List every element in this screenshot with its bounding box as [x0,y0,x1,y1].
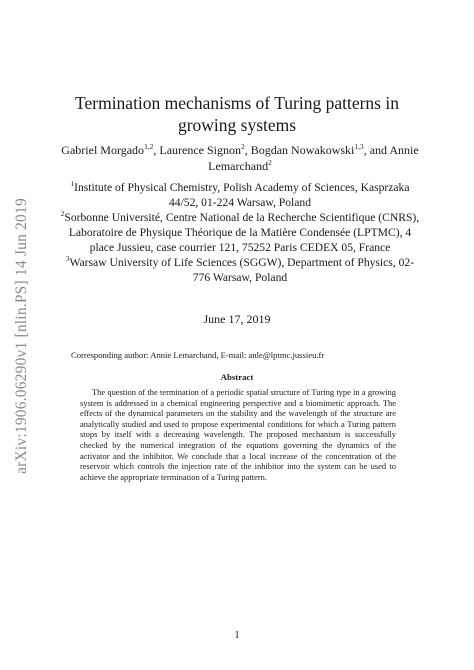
affiliation [60,180,420,210]
author-name: Bogdan Nowakowski [250,143,355,157]
affiliation [60,255,420,285]
author-name: Annie Lemarchand [208,143,419,173]
abstract-text: The question of the termination of a periodic spatial structure of Turing type in a growing system is addressed in a chemical engineering perspective and a biomimetic approach. The effects of the dynamical parameters on the stability and the wavelength of the structure are analytically studied and used to propose experimental conditions for which a Turing pattern stops by itself with a decreasing wavelength. The proposed mechanism is successfully checked by the numerical integration of the equations governing the dynamics of the activator and the inhibitor. We conclude that a local increase of the concentration of the reservoir which controls the injection rate of the inhibitor into the system can be used to achieve the appropriate termination of a Turing pattern. [80,387,396,482]
publication-date: June 17, 2019 [203,312,271,326]
page-number: 1 [234,630,240,641]
author-name: Gabriel Morgado [61,143,145,157]
corresponding-author: Corresponding author: Annie Lemarchand, E-mail: anle@lptmc.jussieu.fr [71,350,325,360]
affiliation-marker: 1 [70,180,75,189]
affiliation-marker: 2 [60,210,65,219]
affiliation-list [60,180,420,285]
paper-title: Termination mechanisms of Turing patterns in growing systems [75,93,399,135]
author-affiliation-marker: 1,3 [354,142,364,151]
arxiv-sidebar-stamp [8,186,36,486]
author-name: Laurence Signon [159,143,241,157]
abstract-heading: Abstract [220,372,254,382]
affiliation [60,210,420,255]
affiliation-text: Warsaw University of Life Sciences (SGGW), Department of Physics, 02-776 Warsaw, Poland [69,256,415,284]
affiliation-text: Sorbonne Université, Centre National de la Recherche Scientifique (CNRS), Laboratoire de Physique Théorique de la Matière Condensée (LPTMC), 4 place Jussieu, case courrier 121, 75252 Paris CEDEX 05, France [64,211,420,254]
arxiv-identifier: arXiv:1906.06290v1 [nlin.PS] 14 Jun 2019 [13,198,30,474]
author-affiliation-marker: 1,2 [144,142,154,151]
author-affiliation-marker: 2 [241,142,245,151]
author-affiliation-marker: 2 [268,158,272,167]
author-list: Gabriel Morgado$^{1,2}$, Laurence Signon$^2$, Bogdan Nowakowski$^{1,3}$, and Annie Lemarchand$^2$ [61,142,419,173]
affiliation-text: Institute of Physical Chemistry, Polish Academy of Sciences, Kasprzaka 44/52, 01-224 Warsaw, Poland [74,181,410,209]
author-conjunction: , and [363,143,390,157]
affiliation-marker: 3 [65,255,70,264]
